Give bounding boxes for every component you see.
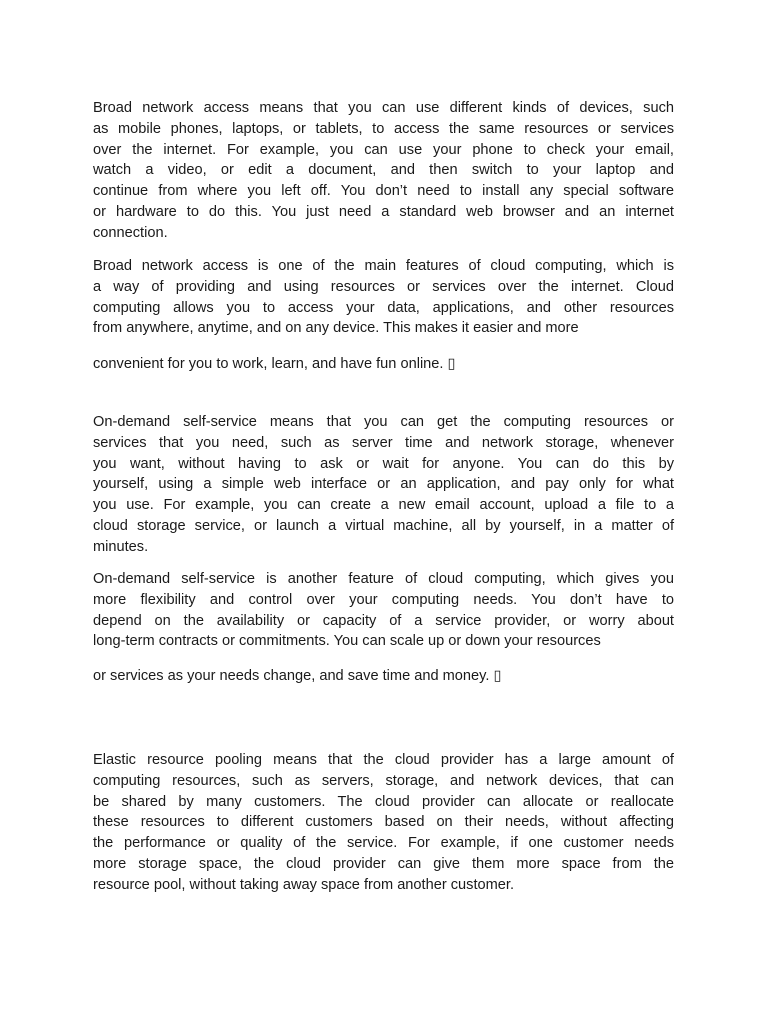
paragraph-on-demand-self-service xyxy=(93,412,674,558)
paragraph-on-demand-feature xyxy=(93,569,674,652)
paragraph-broad-network-access-conclusion xyxy=(93,354,674,375)
text-line: you use. For example, you can create a new email account, upload a file to a xyxy=(93,497,674,514)
text-line: computing resources, such as servers, storage, and network devices, that can xyxy=(93,772,674,789)
text-line: yourself, using a simple web interface or an application, and pay only for what xyxy=(93,476,674,493)
text-line: watch a video, or edit a document, and then switch to your laptop and xyxy=(93,162,674,179)
text-line: convenient for you to work, learn, and have fun online. ▯ xyxy=(93,356,456,372)
paragraph-broad-network-access xyxy=(93,98,674,244)
text-line: continue from where you left off. You don’t need to install any special software xyxy=(93,183,674,200)
text-line: a way of providing and using resources or services over the internet. Cloud xyxy=(93,278,674,295)
text-line: minutes. xyxy=(93,538,149,555)
text-line: or hardware to do this. You just need a standard web browser and an internet xyxy=(93,203,674,220)
text-line: resource pool, without taking away space from another customer. xyxy=(93,876,515,893)
paragraph-elastic-resource-pooling xyxy=(93,750,674,896)
text-line: or services as your needs change, and save time and money. ▯ xyxy=(93,668,502,684)
text-line: Elastic resource pooling means that the cloud provider has a large amount of xyxy=(93,752,674,768)
text-line: Broad network access is one of the main features of cloud computing, which is xyxy=(93,258,674,274)
paragraph-on-demand-conclusion xyxy=(93,666,674,687)
text-line: from anywhere, anytime, and on any device. This makes it easier and more xyxy=(93,320,579,337)
text-line: over the internet. For example, you can use your phone to check your email, xyxy=(93,141,674,158)
text-line: On-demand self-service is another feature of cloud computing, which gives you xyxy=(93,571,674,587)
text-line: Broad network access means that you can use different kinds of devices, such xyxy=(93,100,674,116)
text-line: you want, without having to ask or wait for anyone. You can do this by xyxy=(93,455,674,472)
text-line: be shared by many customers. The cloud provider can allocate or reallocate xyxy=(93,793,674,810)
text-line: cloud storage service, or launch a virtual machine, all by yourself, in a matter of xyxy=(93,517,674,534)
text-line: long-term contracts or commitments. You can scale up or down your resources xyxy=(93,633,601,650)
text-line: these resources to different customers based on their needs, without affecting xyxy=(93,814,674,831)
text-line: services that you need, such as server time and network storage, whenever xyxy=(93,434,674,451)
text-line: the performance or quality of the service. For example, if one customer needs xyxy=(93,835,674,852)
text-line: computing allows you to access your data, applications, and other resources xyxy=(93,299,674,316)
paragraph-broad-network-access-cloud xyxy=(93,256,674,339)
text-line: as mobile phones, laptops, or tablets, to access the same resources or services xyxy=(93,120,674,137)
text-line: On-demand self-service means that you can get the computing resources or xyxy=(93,414,674,430)
text-line: more storage space, the cloud provider can give them more space from the xyxy=(93,855,674,872)
text-line: connection. xyxy=(93,224,168,241)
text-line: more flexibility and control over your computing needs. You don’t have to xyxy=(93,591,674,608)
text-line: depend on the availability or capacity of a service provider, or worry about xyxy=(93,612,674,629)
